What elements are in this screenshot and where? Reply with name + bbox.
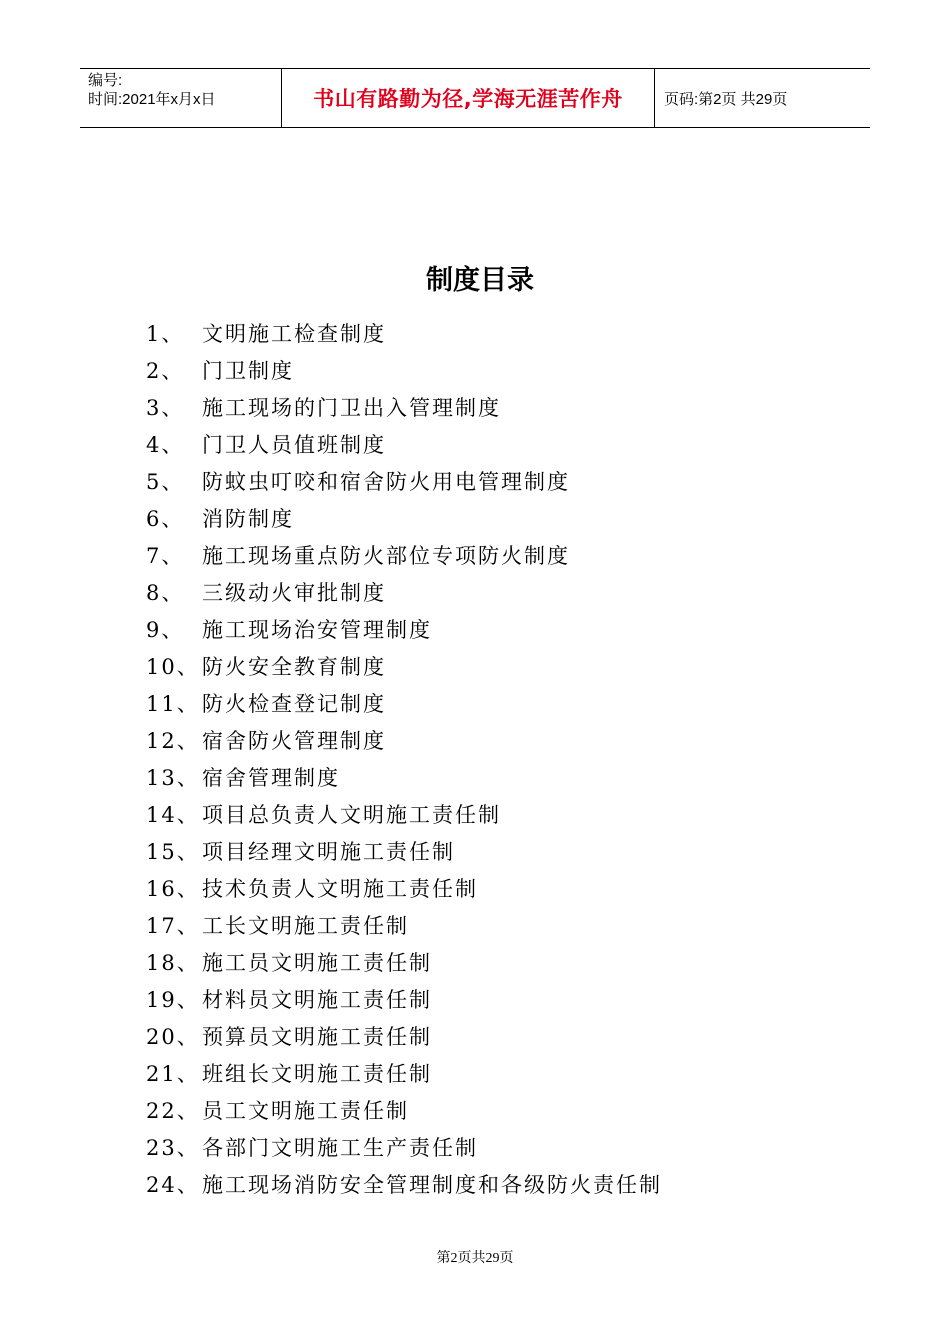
toc-item-text: 施工现场治安管理制度	[202, 617, 432, 642]
table-of-contents	[146, 314, 662, 1202]
toc-item-number: 19、	[146, 987, 200, 1012]
toc-item-number: 12、	[146, 728, 200, 753]
toc-item	[146, 721, 662, 758]
toc-item	[146, 795, 662, 832]
toc-item-number: 7、	[146, 543, 185, 568]
toc-item-number: 8、	[146, 580, 185, 605]
toc-item-number: 20、	[146, 1024, 200, 1049]
toc-item-text: 施工现场消防安全管理制度和各级防火责任制	[202, 1172, 662, 1197]
toc-item-text: 文明施工检查制度	[202, 321, 386, 346]
toc-item-number: 4、	[146, 432, 185, 457]
toc-item-number: 9、	[146, 617, 185, 642]
toc-item	[146, 499, 662, 536]
toc-item	[146, 388, 662, 425]
toc-item-text: 宿舍管理制度	[202, 765, 340, 790]
toc-item	[146, 610, 662, 647]
toc-item	[146, 1017, 662, 1054]
toc-item	[146, 536, 662, 573]
toc-item	[146, 1165, 662, 1202]
toc-item-number: 22、	[146, 1098, 200, 1123]
toc-item-number: 1、	[146, 321, 185, 346]
header-motto: 书山有路勤为径,学海无涯苦作舟	[282, 69, 655, 127]
toc-item	[146, 684, 662, 721]
toc-item-number: 21、	[146, 1061, 200, 1086]
number-label: 编号:	[88, 72, 123, 89]
toc-item-number: 6、	[146, 506, 185, 531]
toc-item	[146, 943, 662, 980]
toc-item	[146, 1091, 662, 1128]
toc-item-text: 工长文明施工责任制	[202, 913, 409, 938]
toc-item-text: 施工现场重点防火部位专项防火制度	[202, 543, 570, 568]
toc-item	[146, 758, 662, 795]
toc-item	[146, 1054, 662, 1091]
toc-item-text: 三级动火审批制度	[202, 580, 386, 605]
toc-item-text: 防蚊虫叮咬和宿舍防火用电管理制度	[202, 469, 570, 494]
toc-item	[146, 906, 662, 943]
toc-item-text: 防火安全教育制度	[202, 654, 386, 679]
toc-item-text: 项目总负责人文明施工责任制	[202, 802, 501, 827]
toc-item-text: 宿舍防火管理制度	[202, 728, 386, 753]
toc-item	[146, 425, 662, 462]
toc-item-text: 各部门文明施工生产责任制	[202, 1135, 478, 1160]
toc-item-number: 10、	[146, 654, 200, 679]
toc-item	[146, 314, 662, 351]
page-footer: 第2页共29页	[436, 1251, 514, 1266]
toc-item-text: 施工员文明施工责任制	[202, 950, 432, 975]
toc-item	[146, 980, 662, 1017]
toc-item	[146, 462, 662, 499]
header-meta	[80, 69, 282, 127]
toc-item	[146, 832, 662, 869]
toc-item-text: 消防制度	[202, 506, 294, 531]
toc-item-text: 技术负责人文明施工责任制	[202, 876, 478, 901]
toc-item-text: 门卫制度	[202, 358, 294, 383]
toc-item-number: 24、	[146, 1172, 200, 1197]
toc-item	[146, 573, 662, 610]
toc-item-number: 14、	[146, 802, 200, 827]
toc-item-number: 23、	[146, 1135, 200, 1160]
toc-item-number: 2、	[146, 358, 185, 383]
toc-item-number: 3、	[146, 395, 185, 420]
page-title: 制度目录	[426, 265, 534, 296]
toc-item-text: 材料员文明施工责任制	[202, 987, 432, 1012]
toc-item-number: 13、	[146, 765, 200, 790]
page-header	[80, 68, 870, 128]
toc-item	[146, 869, 662, 906]
toc-item-number: 15、	[146, 839, 200, 864]
toc-item-text: 预算员文明施工责任制	[202, 1024, 432, 1049]
toc-item-text: 项目经理文明施工责任制	[202, 839, 455, 864]
toc-item-number: 18、	[146, 950, 200, 975]
toc-item-number: 16、	[146, 876, 200, 901]
toc-item-text: 防火检查登记制度	[202, 691, 386, 716]
time-label: 时间:2021年x月x日	[88, 91, 216, 108]
toc-item-number: 11、	[146, 691, 200, 716]
toc-item-number: 5、	[146, 469, 185, 494]
toc-item	[146, 351, 662, 388]
toc-item-text: 员工文明施工责任制	[202, 1098, 409, 1123]
toc-item-text: 班组长文明施工责任制	[202, 1061, 432, 1086]
toc-item-number: 17、	[146, 913, 200, 938]
toc-item	[146, 647, 662, 684]
toc-item-text: 门卫人员值班制度	[202, 432, 386, 457]
header-page-label: 页码:第2页 共29页	[664, 90, 788, 108]
toc-item	[146, 1128, 662, 1165]
toc-item-text: 施工现场的门卫出入管理制度	[202, 395, 501, 420]
